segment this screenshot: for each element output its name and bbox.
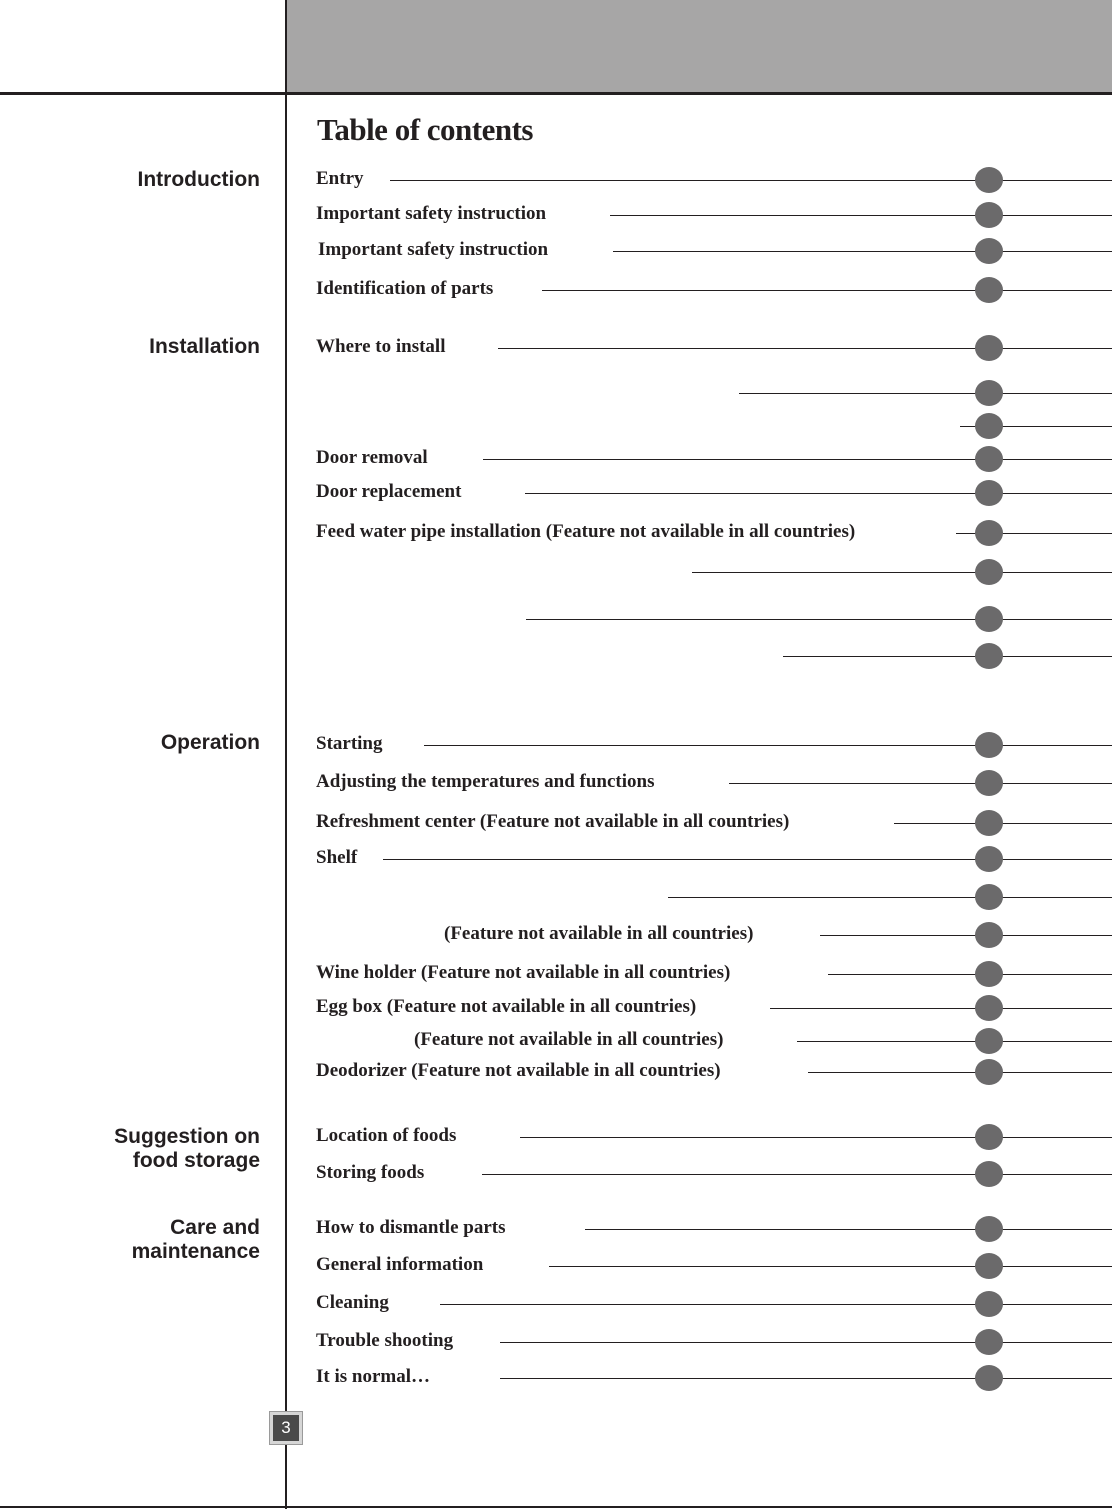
- page-marker-dot: [975, 380, 1003, 406]
- toc-entry-label: Where to install: [316, 336, 446, 357]
- feature-note: (Feature not available in all countries): [414, 1029, 724, 1050]
- leader-line: [797, 1041, 1112, 1042]
- header-rule: [0, 92, 1112, 95]
- vertical-rule: [285, 0, 287, 1509]
- page-marker-dot: [975, 480, 1003, 506]
- leader-line: [482, 1174, 1112, 1175]
- leader-line: [808, 1072, 1112, 1073]
- leader-line: [739, 393, 1112, 394]
- feature-note: (Feature not available in all countries): [411, 1060, 721, 1081]
- toc-entry-label: [316, 1059, 721, 1083]
- page-marker-dot: [975, 277, 1003, 303]
- section-suggestion-on-food-storage[interactable]: [114, 1125, 260, 1173]
- leader-line: [585, 1229, 1112, 1230]
- toc-entry-label: It is normal…: [316, 1366, 430, 1387]
- leader-line: [894, 823, 1112, 824]
- feature-note: (Feature not available in all countries): [479, 811, 790, 832]
- footer-rule: [0, 1506, 1112, 1508]
- page-marker-dot: [975, 1059, 1003, 1085]
- page-marker-dot: [975, 413, 1003, 439]
- page-marker-dot: [975, 1124, 1003, 1150]
- toc-entry-label: Storing foods: [316, 1162, 425, 1183]
- toc-entry-label: Identification of parts: [316, 278, 494, 299]
- toc-entry-label: Important safety instruction: [316, 203, 547, 224]
- toc-entry-title: Egg box: [316, 996, 382, 1017]
- page-marker-dot: [975, 167, 1003, 193]
- section-label-line: maintenance: [131, 1240, 260, 1263]
- leader-line: [526, 619, 1112, 620]
- leader-line: [783, 656, 1112, 657]
- feature-note: (Feature not available in all countries): [444, 923, 754, 944]
- page-title: Table of contents: [317, 112, 533, 147]
- page-marker-dot: [975, 1161, 1003, 1187]
- leader-line: [500, 1342, 1112, 1343]
- feature-note: (Feature not available in all countries): [420, 962, 731, 983]
- section-care-and-maintenance[interactable]: [132, 1216, 260, 1264]
- toc-entry-label: [316, 961, 730, 985]
- page-marker-dot: [975, 202, 1003, 228]
- page-marker-dot: [975, 995, 1003, 1021]
- toc-entry-title: Wine holder: [316, 962, 417, 983]
- page-marker-dot: [975, 1365, 1003, 1391]
- toc-entry-label: Cleaning: [316, 1292, 389, 1313]
- section-label-line: Suggestion on: [114, 1125, 260, 1148]
- page-marker-dot: [975, 732, 1003, 758]
- toc-entry-title: Refreshment center: [316, 811, 476, 832]
- toc-entry-label: [316, 995, 696, 1019]
- section-operation[interactable]: Operation: [160, 731, 260, 754]
- leader-line: [520, 1137, 1112, 1138]
- leader-line: [729, 783, 1112, 784]
- page-number: 3: [273, 1415, 299, 1441]
- page-marker-dot: [975, 810, 1003, 836]
- leader-line: [820, 935, 1112, 936]
- feature-note: (Feature not available in all countries): [386, 996, 697, 1017]
- leader-line: [525, 493, 1112, 494]
- leader-line: [668, 897, 1112, 898]
- toc-entry-label: Door replacement: [316, 481, 462, 502]
- section-label-line: Care and: [170, 1216, 260, 1239]
- page-marker-dot: [975, 238, 1003, 264]
- leader-line: [692, 572, 1112, 573]
- page-marker-dot: [975, 1216, 1003, 1242]
- page-marker-dot: [975, 446, 1003, 472]
- page-marker-dot: [975, 520, 1003, 546]
- leader-line: [610, 215, 1112, 216]
- page-marker-dot: [975, 606, 1003, 632]
- section-label-line: food storage: [132, 1149, 260, 1172]
- page-marker-dot: [975, 559, 1003, 585]
- toc-entry-label: General information: [316, 1254, 484, 1275]
- toc-entry-label: Door removal: [316, 447, 428, 468]
- page-marker-dot: [975, 846, 1003, 872]
- page-marker-dot: [975, 335, 1003, 361]
- toc-entry-label: How to dismantle parts: [316, 1217, 506, 1238]
- toc-entry-label: [316, 810, 789, 834]
- toc-entry-label: Trouble shooting: [316, 1330, 454, 1351]
- page-number-badge: [269, 1411, 303, 1445]
- toc-entry-title: Feed water pipe installation: [316, 521, 542, 542]
- feature-note: (Feature not available in all countries): [545, 521, 856, 542]
- leader-line: [500, 1378, 1112, 1379]
- toc-entry-title: Deodorizer: [316, 1060, 407, 1081]
- toc-entry-label: Important safety instruction: [318, 239, 549, 260]
- page-marker-dot: [975, 922, 1003, 948]
- page-marker-dot: [975, 1253, 1003, 1279]
- leader-line: [424, 745, 1112, 746]
- toc-entry-label: Starting: [316, 733, 383, 754]
- page-marker-dot: [975, 1329, 1003, 1355]
- leader-line: [542, 290, 1112, 291]
- toc-entry-label: Shelf: [316, 847, 358, 868]
- page-marker-dot: [975, 1291, 1003, 1317]
- toc-entry-label: [316, 520, 855, 544]
- header-band: [287, 0, 1112, 92]
- toc-entry-label: Entry: [316, 168, 364, 189]
- leader-line: [613, 251, 1112, 252]
- leader-line: [390, 180, 1112, 181]
- leader-line: [549, 1266, 1112, 1267]
- toc-entry-label: Adjusting the temperatures and functions: [316, 771, 655, 792]
- page-marker-dot: [975, 961, 1003, 987]
- toc-entry-label: Location of foods: [316, 1125, 457, 1146]
- leader-line: [828, 974, 1112, 975]
- page-marker-dot: [975, 643, 1003, 669]
- page-marker-dot: [975, 884, 1003, 910]
- leader-line: [440, 1304, 1112, 1305]
- leader-line: [770, 1008, 1112, 1009]
- page-marker-dot: [975, 1028, 1003, 1054]
- section-installation[interactable]: Installation: [149, 335, 260, 358]
- leader-line: [498, 348, 1112, 349]
- leader-line: [483, 459, 1112, 460]
- section-introduction[interactable]: Introduction: [137, 168, 260, 191]
- page-marker-dot: [975, 770, 1003, 796]
